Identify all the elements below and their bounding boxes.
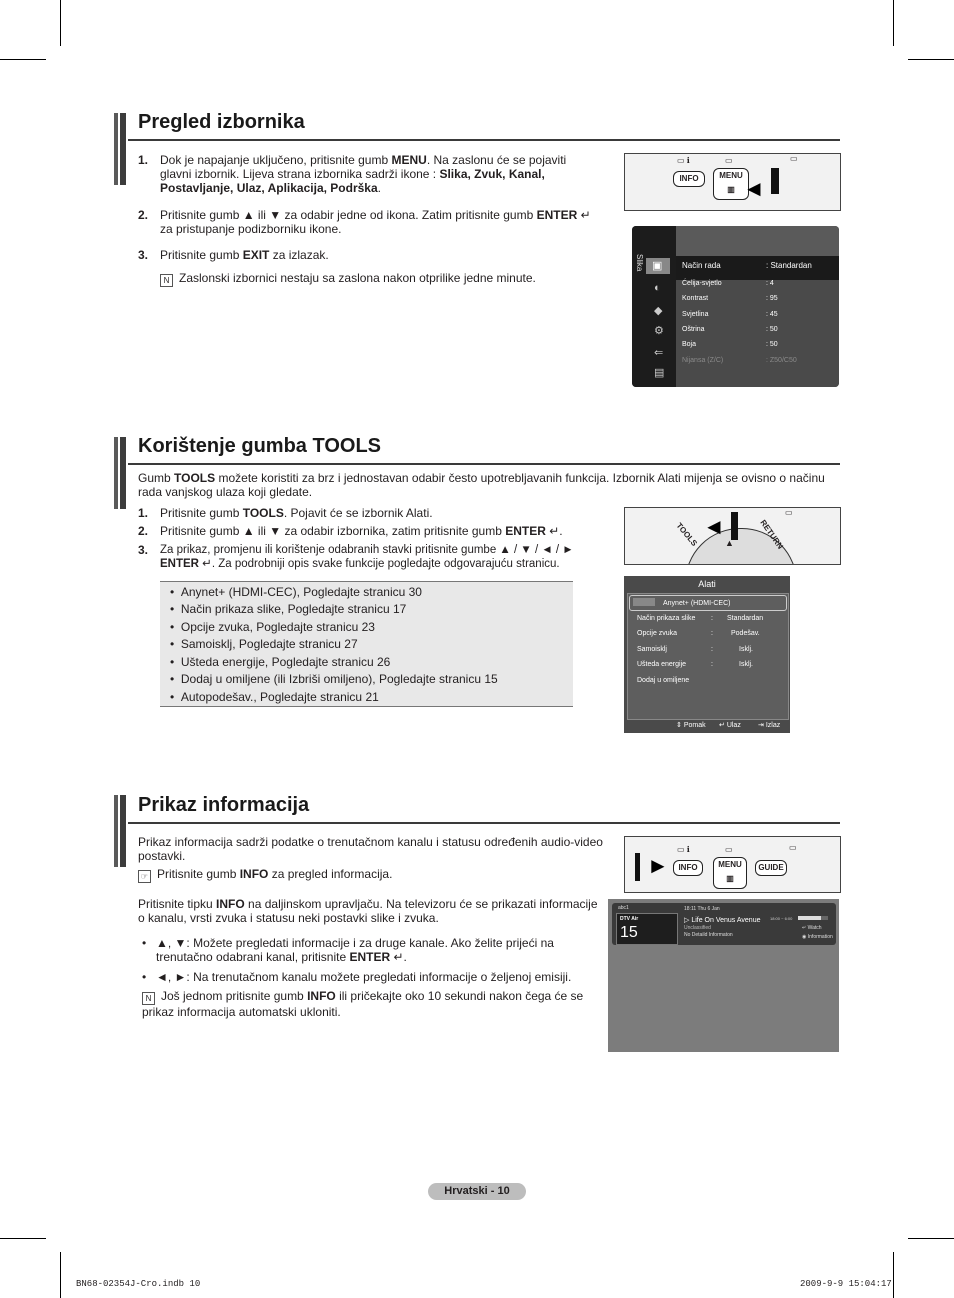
pointer-bar	[635, 853, 640, 881]
footer-enter: ↵ Ulaz	[719, 722, 741, 729]
picture-icon: ▣	[652, 260, 663, 272]
crop-mark	[0, 1238, 46, 1239]
tools-menu-title: Alati	[698, 579, 716, 589]
picture-menu-label[interactable]: Način rada	[682, 261, 721, 270]
info-hint: ☞ Pritisnite gumb INFO za pregled informacija.	[138, 867, 608, 883]
section-rule	[128, 463, 840, 465]
section-rule	[128, 139, 840, 141]
bullet-dot: •	[142, 970, 147, 984]
guide-icon: ▭	[785, 508, 793, 517]
pointer-bar	[771, 168, 779, 194]
tools-menu-osd	[624, 576, 790, 733]
pointer-arrow-icon: ►	[647, 853, 669, 878]
tools-menu-label[interactable]: Anynet+ (HDMI-CEC)	[663, 600, 731, 607]
info-screen	[608, 899, 839, 1052]
step-3-text: Pritisnite gumb EXIT za izlazak.	[160, 248, 329, 262]
tools-menu-value: Isklj.	[739, 646, 753, 653]
program-title: ▷ Life On Venus Avenue	[684, 917, 761, 924]
crop-mark	[908, 1238, 954, 1239]
remote-illustration	[624, 507, 841, 565]
file-label: BN68-02354J-Cro.indb 10	[76, 1279, 201, 1289]
source-label: abc1	[618, 905, 629, 911]
return-label: RETURN	[758, 518, 785, 551]
enter-icon: ↵	[198, 558, 212, 570]
bullet-1: ▲, ▼: Možete pregledati informacije i za druge kanale. Ako želite prijeći na trenutačno odabrani kanal, pritisnite ENTER ↵.	[156, 936, 554, 964]
information-hint: ◉ Information	[802, 934, 833, 940]
time-range: 18:00 ~ 6:00	[770, 916, 793, 921]
picture-menu-label[interactable]: Svjetlina	[682, 311, 709, 318]
step-number: 1.	[138, 153, 149, 167]
application-icon: ▤	[654, 367, 665, 379]
picture-menu-label[interactable]: Oštrina	[682, 326, 705, 333]
menu-icon: ▭	[725, 845, 733, 854]
remote-illustration	[624, 153, 841, 211]
tools-menu-sep: :	[711, 661, 713, 668]
note-icon: N	[142, 992, 155, 1005]
info-note: N Još jednom pritisnite gumb INFO ili pričekajte oko 10 sekundi nakon čega će se prikaz informacija automatski ukloniti.	[142, 989, 584, 1019]
tools-menu-label[interactable]: Dodaj u omiljene	[637, 677, 690, 684]
hint-icon: ☞	[138, 870, 151, 883]
menu-button: MENU ▥	[713, 168, 749, 200]
picture-menu-value: : Standardan	[766, 261, 812, 270]
picture-menu-label[interactable]: Nijansa (Z/C)	[682, 357, 724, 364]
setup-icon: ⚙	[654, 325, 664, 337]
channel-badge: DTV Air	[620, 916, 639, 922]
info-intro: Prikaz informacija sadrži podatke o trenutačnom kanalu i statusu određenih audio-video postavki.	[138, 835, 603, 863]
picture-menu-label[interactable]: Boja	[682, 341, 697, 348]
list-item: • Ušteda energije, Pogledajte stranicu 26	[170, 655, 391, 669]
footer-exit: ⇥ Izlaz	[758, 722, 781, 729]
guide-icon: ▭	[790, 154, 798, 163]
step-number: 3.	[138, 248, 149, 262]
crop-mark	[60, 0, 61, 46]
tools-menu-sep: :	[711, 630, 713, 637]
channel-icon: ◆	[654, 305, 663, 317]
picture-menu-value: : Z50/C50	[766, 357, 797, 364]
tools-menu-sep: :	[711, 615, 713, 622]
tools-menu-value: Standardan	[727, 615, 764, 622]
crop-mark	[60, 1252, 61, 1298]
picture-menu-value: : 4	[766, 280, 774, 287]
progress-bar	[798, 916, 828, 920]
tv-icon: ▭ ℹ	[677, 845, 690, 854]
list-item: • Opcije zvuka, Pogledajte stranicu 23	[170, 620, 375, 634]
tools-menu-label[interactable]: Samoisklj	[637, 646, 667, 653]
sound-icon: ◐	[654, 282, 661, 294]
pointer-bar	[731, 512, 738, 540]
picture-menu-label[interactable]: Kontrast	[682, 295, 709, 302]
menu-button: MENU ▥	[713, 857, 747, 889]
bullet-dot: •	[142, 936, 147, 950]
pointer-arrow-icon: ◄	[743, 176, 765, 201]
up-arrow-icon: ▲	[725, 538, 734, 548]
picture-menu-value: : 50	[766, 326, 778, 333]
step-1-text: Pritisnite gumb TOOLS. Pojavit će se izbornik Alati.	[160, 506, 433, 520]
tools-menu-label[interactable]: Način prikaza slike	[637, 615, 696, 622]
guide-button: GUIDE	[755, 860, 787, 876]
info-paragraph: Pritisnite tipku INFO na daljinskom upravljaču. Na televizoru će se prikazati informacije o kanalu, vrsti zvuka i statusu neki postavki slike i zvuka.	[138, 897, 598, 925]
picture-menu-value: : 95	[766, 295, 778, 302]
picture-menu-label[interactable]: Ćelija-svjetlo	[682, 280, 722, 287]
datetime: 18:11 Thu 6 Jan	[684, 906, 720, 912]
section-bar	[114, 795, 126, 867]
side-label: Slika	[635, 254, 644, 272]
tools-label: TOOLS	[674, 521, 699, 548]
step-number: 1.	[138, 506, 149, 520]
list-item: • Autopodešav., Pogledajte stranicu 21	[170, 690, 379, 704]
list-item: • Način prikaza slike, Pogledajte stranicu 17	[170, 602, 407, 616]
timestamp: 2009-9-9 15:04:17	[800, 1279, 892, 1289]
detail: No Detaild Informaton	[684, 932, 733, 938]
step-2-text: Pritisnite gumb ▲ ili ▼ za odabir jedne od ikona. Zatim pritisnite gumb ENTER ↵ za pristupanje podizborniku ikone.	[160, 208, 591, 236]
section-rule	[128, 822, 840, 824]
tv-icon: ▭ ℹ	[677, 156, 690, 165]
step-1-text: Dok je napajanje uključeno, pritisnite gumb MENU. Na zaslonu će se pojaviti glavni izbornik. Lijeva strana izbornika sadrži ikone : Slika, Zvuk, Kanal, Postavljanje, Ulaz, Aplikacija, Podrška.	[160, 153, 567, 195]
section-title-menu-overview: Pregled izbornika	[138, 111, 305, 133]
section-bar	[114, 437, 126, 509]
tools-menu-label[interactable]: Ušteda energije	[637, 661, 687, 668]
rating: Unclassified	[684, 925, 711, 931]
enter-icon: ↵	[390, 950, 404, 964]
note-icon: N	[160, 274, 173, 287]
pointer-arrow-icon: ◄	[703, 514, 725, 539]
info-button: INFO	[673, 171, 705, 187]
remote-illustration	[624, 836, 841, 893]
section-title-tools: Korištenje gumba TOOLS	[138, 435, 381, 457]
footer-move: ⇕ Pomak	[676, 722, 706, 729]
tools-menu-value: Isklj.	[739, 661, 753, 668]
info-button: INFO	[673, 860, 703, 876]
channel-box	[616, 913, 678, 945]
crop-mark	[908, 59, 954, 60]
tools-function-list	[160, 581, 573, 707]
step-number: 3.	[138, 543, 149, 557]
crop-mark	[893, 0, 894, 46]
list-item: • Dodaj u omiljene (ili Izbriši omiljeno), Pogledajte stranicu 15	[170, 672, 498, 686]
tools-intro: Gumb TOOLS možete koristiti za brz i jednostavan odabir često upotrebljavanih funkcija. Izbornik Alati mijenja se ovisno o načinu rada vanjskog ulaza koji gledate.	[138, 471, 825, 499]
step-3-text: Za prikaz, promjenu ili korištenje odabranih stavki pritisnite gumbe ▲ / ▼ / ◄ / ► ENTER ↵. Za podrobniji opis svake funkcije pogledajte odgovarajuću stranicu.	[160, 544, 574, 570]
enter-icon: ↵	[577, 208, 591, 222]
info-banner	[612, 903, 836, 945]
section-bar	[114, 113, 126, 185]
bullet-2: ◄, ►: Na trenutačnom kanalu možete pregledati informacije o željenoj emisiji.	[156, 970, 572, 984]
menu-icon: ▭	[725, 156, 733, 165]
watch-hint: ↵ Watch	[802, 925, 822, 931]
picture-menu-value: : 45	[766, 311, 778, 318]
step-2-text: Pritisnite gumb ▲ ili ▼ za odabir izbornika, zatim pritisnite gumb ENTER ↵.	[160, 524, 563, 538]
tools-menu-sep: :	[711, 646, 713, 653]
note: N Zaslonski izbornici nestaju sa zaslona nakon otprilike jedne minute.	[160, 271, 600, 287]
anynet-logo-icon	[633, 598, 655, 606]
step-number: 2.	[138, 208, 149, 222]
input-icon: ⇐	[654, 347, 664, 359]
list-item: • Anynet+ (HDMI-CEC), Pogledajte stranicu 30	[170, 585, 422, 599]
crop-mark	[0, 59, 46, 60]
crop-mark	[893, 1252, 894, 1298]
picture-menu-osd	[632, 226, 839, 387]
picture-menu-value: : 50	[766, 341, 778, 348]
section-title-info: Prikaz informacija	[138, 794, 310, 816]
guide-icon: ▭	[789, 843, 797, 852]
step-number: 2.	[138, 524, 149, 538]
tools-menu-label[interactable]: Opcije zvuka	[637, 630, 678, 637]
channel-number: 15	[620, 924, 638, 941]
enter-icon: ↵	[545, 524, 560, 538]
tools-menu-value: Podešav.	[731, 630, 760, 637]
list-item: • Samoisklj, Pogledajte stranicu 27	[170, 637, 358, 651]
page-number-badge: Hrvatski - 10	[428, 1183, 526, 1200]
